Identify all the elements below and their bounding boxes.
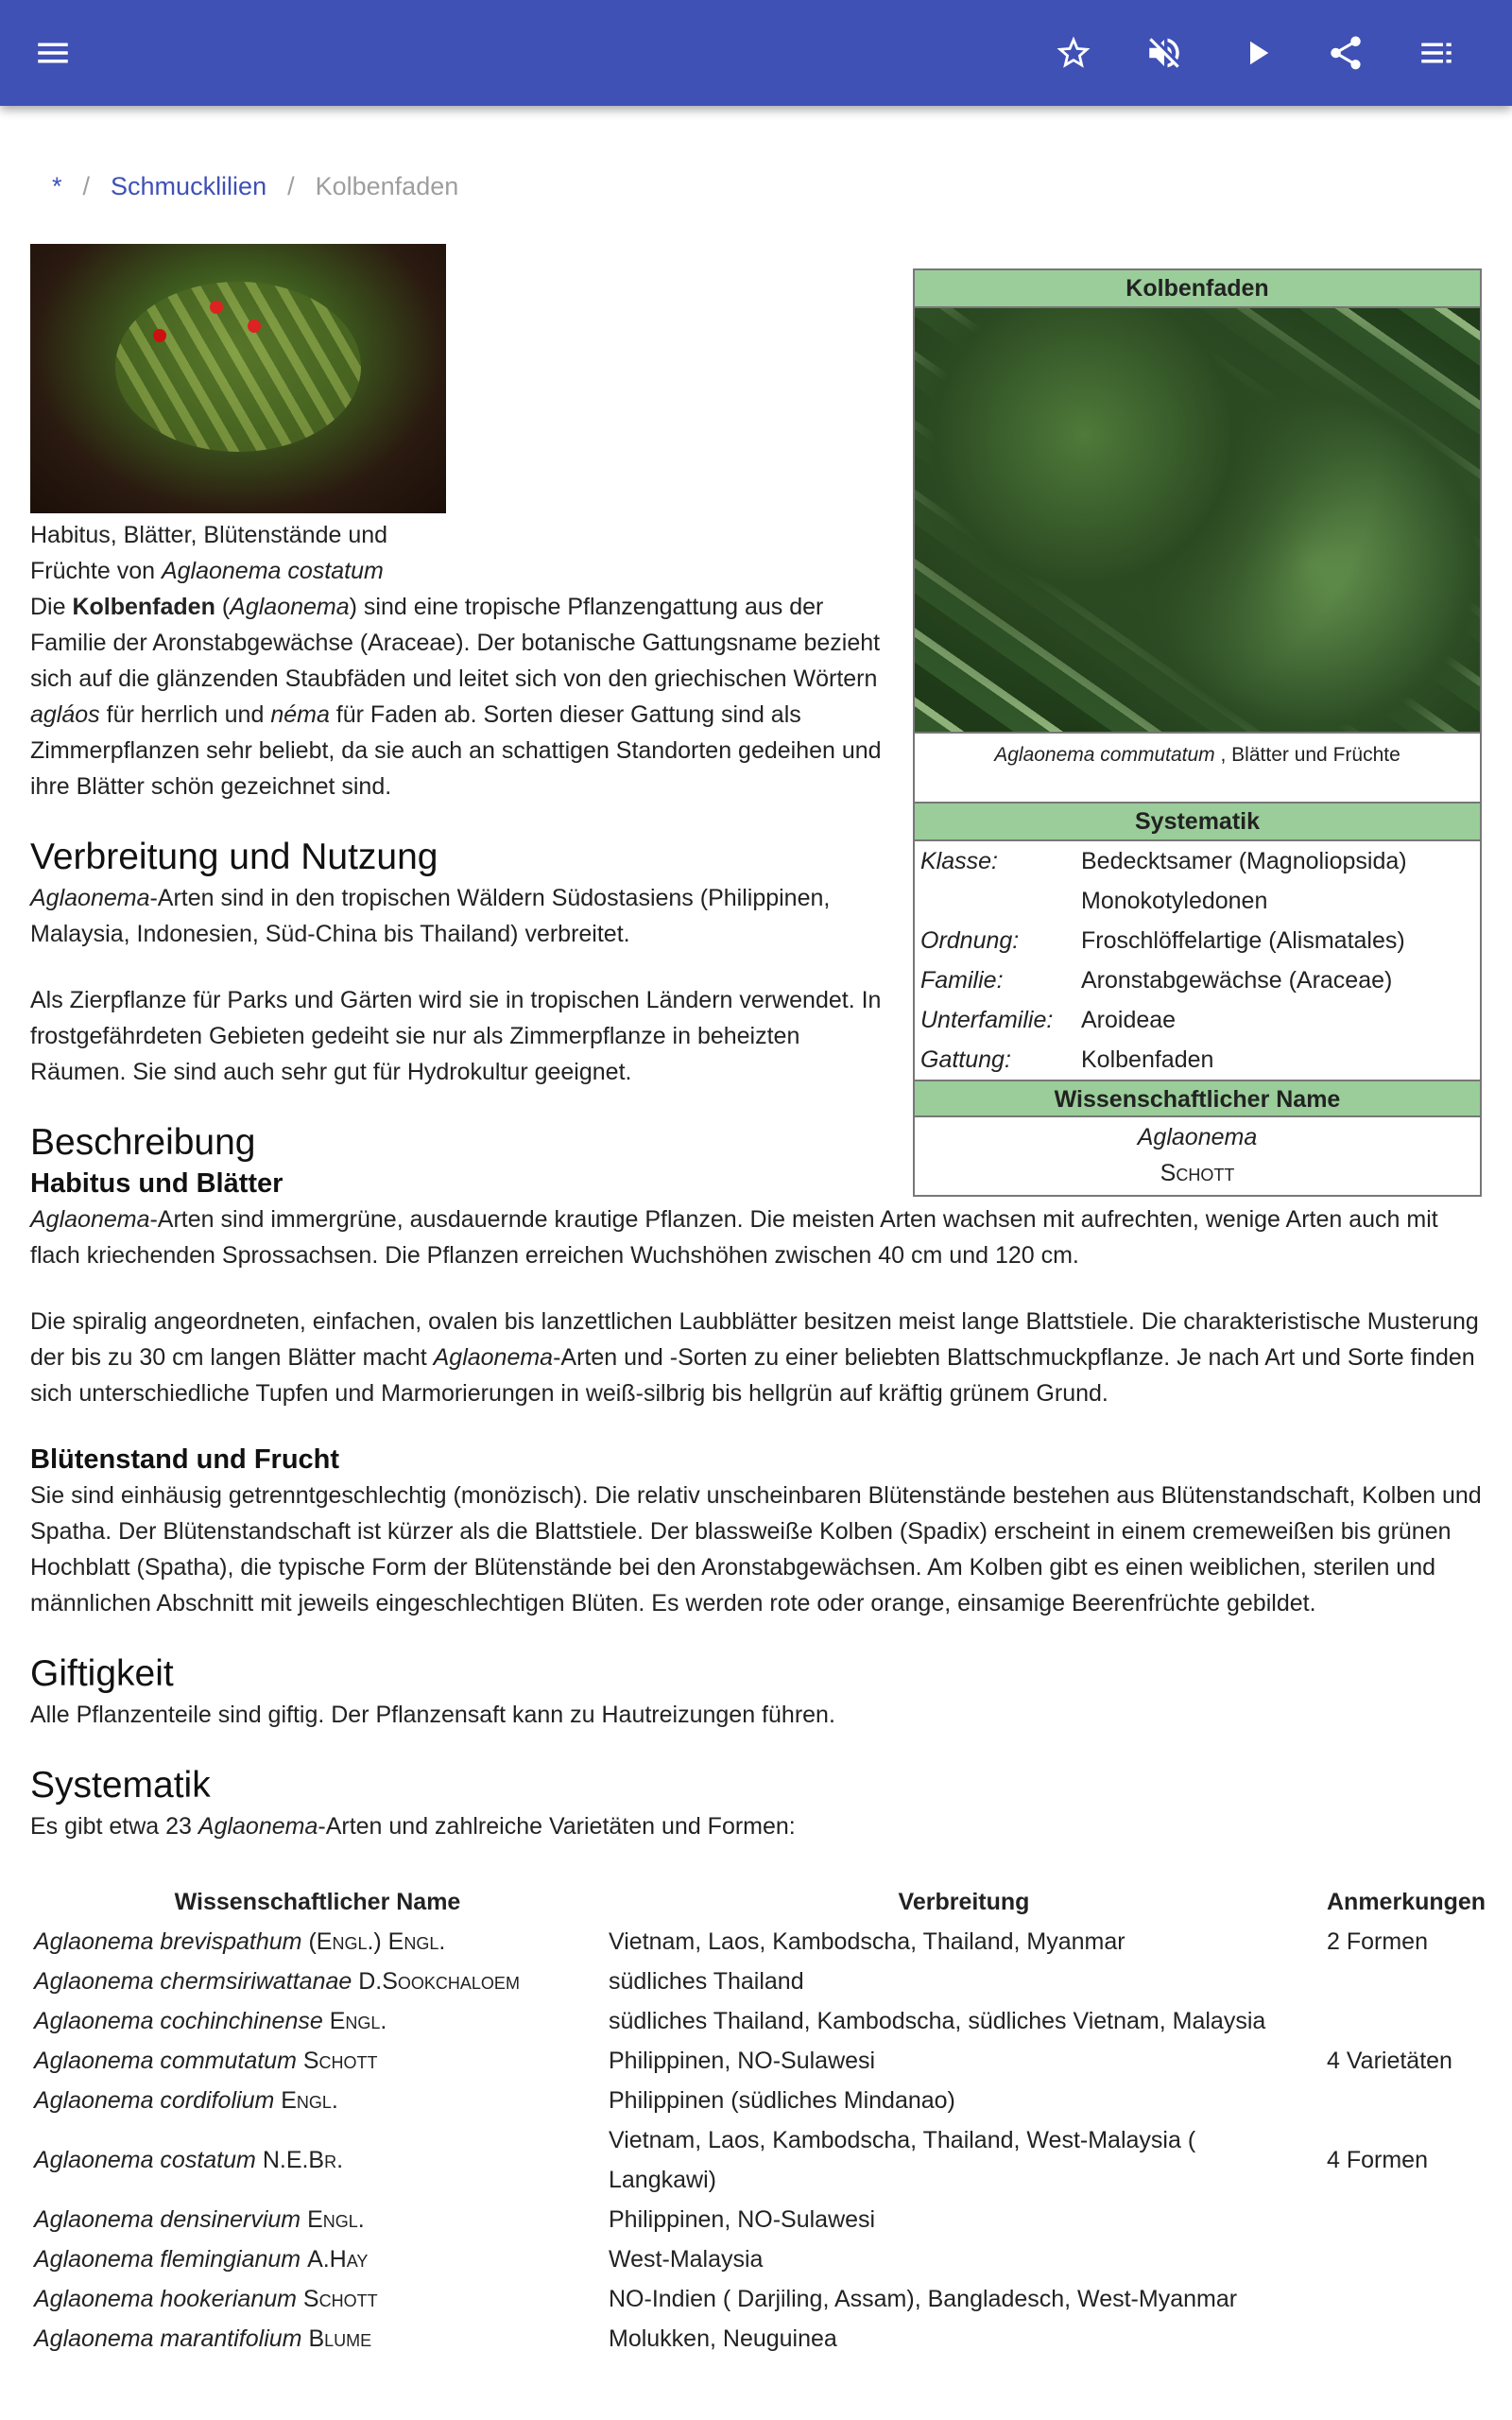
notes-cell — [1323, 2279, 1512, 2319]
table-row — [30, 2001, 1512, 2041]
rank-value[interactable]: Kolbenfaden — [1081, 1046, 1214, 1073]
notes-cell: 2 Formen — [1327, 1928, 1428, 1955]
intro-paragraph: Die Kolbenfaden (Aglaonema) sind eine tropische Pflanzengattung aus der Familie der Aronstabgewächse (Araceae). Der botanische Gattungsname bezieht sich auf die glänzenden Staubfäden und leitet sich von den griechischen Wörtern agláos für herrlich und néma für Faden ab. Sorten dieser Gattung sind als Zimmerpflanzen sehr beliebt, da sie auch an schattigen Standorten gedeihen und ihre Blätter schön gezeichnet sind. — [30, 594, 882, 800]
systematik-rows — [915, 841, 1480, 1080]
heading-habitus: Habitus und Blätter — [30, 1168, 284, 1199]
species-name-cell — [30, 2319, 605, 2359]
species-author: Schott — [302, 2048, 378, 2074]
notes-cell — [1323, 2001, 1512, 2041]
notes-cell — [1323, 2081, 1512, 2120]
rank-label: Klasse: — [920, 848, 998, 874]
rank-label: Familie: — [920, 967, 1004, 994]
breadcrumb-current: Kolbenfaden — [315, 172, 459, 200]
species-name-cell — [30, 2120, 605, 2200]
species-name-cell — [30, 2239, 605, 2279]
species-name[interactable]: Aglaonema cochinchinense — [34, 2008, 323, 2034]
breadcrumb — [52, 168, 458, 204]
share-icon[interactable] — [1323, 30, 1368, 76]
rank-label — [920, 881, 1081, 921]
table-row — [30, 1922, 1512, 1962]
rank-label: Unterfamilie: — [920, 1007, 1054, 1033]
species-name[interactable]: Aglaonema costatum — [34, 2147, 256, 2173]
column-header-name: Wissenschaftlicher Name — [174, 1889, 461, 1915]
systematik-paragraph: Es gibt etwa 23 Aglaonema-Arten und zahlreiche Varietäten und Formen: — [30, 1813, 796, 1840]
species-name[interactable]: Aglaonema hookerianum — [34, 2286, 297, 2312]
table-row — [30, 2120, 1512, 2200]
rank-label: Ordnung: — [920, 927, 1020, 954]
species-author: Engl. — [307, 2206, 365, 2233]
species-name[interactable]: Aglaonema marantifolium — [34, 2325, 302, 2352]
species-name[interactable]: Aglaonema densinervium — [34, 2206, 301, 2233]
distribution-cell: Vietnam, Laos, Kambodscha, Thailand, Myanmar — [609, 1928, 1125, 1955]
species-author: Schott — [302, 2286, 378, 2312]
systematik-row — [915, 921, 1480, 960]
table-row — [30, 2239, 1512, 2279]
table-row — [30, 2081, 1512, 2120]
infobox-title: Kolbenfaden — [915, 270, 1480, 308]
species-name[interactable]: Aglaonema cordifolium — [34, 2087, 275, 2114]
playlist-icon[interactable] — [1414, 30, 1459, 76]
species-author: (Engl.) Engl. — [308, 1928, 446, 1955]
systematik-header: Systematik — [915, 804, 1480, 841]
habitus-paragraph-1: Aglaonema-Arten sind immergrüne, ausdauernde krautige Pflanzen. Die meisten Arten wachsen mit aufrechten, wenige Arten auch mit flach kriechenden Sprossachsen. Die Pflanzen erreichen Wuchshöhen zwischen 40 cm und 120 cm. — [30, 1206, 1438, 1269]
habitus-paragraph-2: Die spiralig angeordneten, einfachen, ovalen bis lanzettlichen Laubblätter besitzen meist lange Blattstiele. Die charakteristische Musterung der bis zu 30 cm langen Blätter macht Aglaonema-Arten und -Sorten zu einer beliebten Blattschmuckpflanze. Je nach Art und Sorte finden sich unterschiedliche Tupfen und Marmorierungen in weiß-silbrig bis hellgrün auf kräftig grünem Grund. — [30, 1308, 1479, 1407]
volume-off-icon[interactable] — [1142, 30, 1187, 76]
infobox-image[interactable] — [915, 308, 1480, 734]
species-author: Engl. — [281, 2087, 338, 2114]
systematik-row — [915, 960, 1480, 1000]
distribution-cell: südliches Thailand — [609, 1968, 804, 1995]
verbreitung-paragraph-2: Als Zierpflanze für Parks und Gärten wird sie in tropischen Ländern verwendet. In frostgefährdeten Gebieten gedeiht sie nur als Zimmerpflanze in beheizten Räumen. Sie sind auch sehr gut für Hydrokultur geeignet. — [30, 987, 882, 1085]
column-header-anmerkungen: Anmerkungen — [1327, 1889, 1486, 1915]
notes-cell — [1323, 2200, 1512, 2239]
distribution-cell: südliches Thailand, Kambodscha, südliches Vietnam, Malaysia — [609, 2008, 1266, 2034]
image-caption: Habitus, Blätter, Blütenstände und Früchte von Aglaonema costatum — [30, 522, 388, 584]
heading-giftigkeit: Giftigkeit — [30, 1653, 174, 1694]
breadcrumb-schmucklilien[interactable]: Schmucklilien — [111, 172, 267, 200]
table-row — [30, 2200, 1512, 2239]
species-name-cell — [30, 1962, 605, 2001]
breadcrumb-separator: / — [287, 172, 295, 200]
breadcrumb-home[interactable]: * — [52, 172, 62, 200]
heading-beschreibung: Beschreibung — [30, 1122, 256, 1163]
table-row — [30, 1962, 1512, 2001]
systematik-row — [915, 1040, 1480, 1080]
notes-cell — [1323, 2239, 1512, 2279]
table-row — [30, 2041, 1512, 2081]
notes-cell: 4 Formen — [1327, 2147, 1428, 2173]
author-name: Schott — [1160, 1160, 1235, 1186]
notes-cell: 4 Varietäten — [1327, 2048, 1452, 2074]
rank-value[interactable]: Bedecktsamer (Magnoliopsida) — [1081, 848, 1407, 874]
star-icon[interactable] — [1051, 30, 1096, 76]
rank-value[interactable]: Froschlöffelartige (Alismatales) — [1081, 927, 1405, 954]
column-header-verbreitung: Verbreitung — [898, 1889, 1030, 1915]
distribution-cell: Molukken, Neuguinea — [609, 2325, 837, 2352]
systematik-row — [915, 841, 1480, 881]
scientific-name — [915, 1117, 1480, 1195]
article — [30, 244, 1486, 2359]
species-name[interactable]: Aglaonema chermsiriwattanae — [34, 1968, 352, 1995]
heading-bluetenstand: Blütenstand und Frucht — [30, 1444, 340, 1475]
distribution-cell: Philippinen (südliches Mindanao) — [609, 2087, 955, 2114]
distribution-cell: Philippinen, NO-Sulawesi — [609, 2206, 876, 2233]
giftigkeit-paragraph: Alle Pflanzenteile sind giftig. Der Pflanzensaft kann zu Hautreizungen führen. — [30, 1702, 835, 1728]
app-bar — [0, 0, 1512, 106]
breadcrumb-separator: / — [82, 172, 91, 200]
rank-value[interactable]: Monokotyledonen — [1081, 888, 1268, 914]
distribution-cell: NO-Indien ( Darjiling, Assam), Bangladesch, West-Myanmar — [609, 2286, 1238, 2312]
systematik-row — [915, 881, 1480, 921]
species-name-cell — [30, 2200, 605, 2239]
rank-value[interactable]: Aronstabgewächse (Araceae) — [1081, 967, 1393, 994]
species-name-cell — [30, 1922, 605, 1962]
habitus-image[interactable] — [30, 244, 446, 513]
table-row — [30, 2279, 1512, 2319]
species-name-cell — [30, 2041, 605, 2081]
notes-cell — [1323, 2319, 1512, 2359]
species-author: N.E.Br. — [262, 2147, 344, 2173]
heading-systematik: Systematik — [30, 1765, 211, 1806]
infobox — [913, 268, 1482, 1197]
species-author: Blume — [308, 2325, 372, 2352]
verbreitung-paragraph-1: Aglaonema-Arten sind in den tropischen Wäldern Südostasiens (Philippinen, Malaysia, Indonesien, Süd-China bis Thailand) verbreitet. — [30, 885, 831, 947]
caption-text: , Blätter und Früchte — [1214, 744, 1400, 766]
genus-name[interactable]: Aglaonema — [1137, 1124, 1258, 1150]
infobox-caption — [915, 734, 1480, 804]
heading-verbreitung: Verbreitung und Nutzung — [30, 837, 438, 877]
bluetenstand-paragraph: Sie sind einhäusig getrenntgeschlechtig (monözisch). Die relativ unscheinbaren Blütenstände bestehen aus Blütenstandschaft, Kolben und Spatha. Der Blütenstandschaft ist kürzer als die Blattstiele. Der blassweiße Kolben (Spadix) erscheint in einem cremeweißen bis grünen Hochblatt (Spatha), die typische Form der Blütenstände bei den Aronstabgewächsen. Am Kolben gibt es einen weiblichen, sterilen und männlichen Abschnitt mit jeweils eingeschlechtigen Blüten. Es werden rote oder orange, einsamige Beerenfrüchte gebildet. — [30, 1482, 1482, 1616]
species-name-cell — [30, 2081, 605, 2120]
distribution-cell: Philippinen, NO-Sulawesi — [609, 2048, 876, 2074]
distribution-cell: Vietnam, Laos, Kambodscha, Thailand, West-Malaysia ( Langkawi) — [609, 2127, 1196, 2193]
species-name[interactable]: Aglaonema flemingianum — [34, 2246, 301, 2273]
table-row — [30, 2319, 1512, 2359]
rank-label: Gattung: — [920, 1046, 1011, 1073]
menu-icon[interactable] — [30, 30, 76, 76]
species-author: A.Hay — [307, 2246, 369, 2273]
rank-value[interactable]: Aroideae — [1081, 1007, 1177, 1033]
species-name-cell — [30, 2001, 605, 2041]
scientific-name-header: Wissenschaftlicher Name — [915, 1080, 1480, 1117]
species-author: D.Sookchaloem — [358, 1968, 520, 1995]
species-name-cell — [30, 2279, 605, 2319]
species-table — [30, 1882, 1512, 2359]
species-name[interactable]: Aglaonema brevispathum — [34, 1928, 302, 1955]
distribution-cell: West-Malaysia — [609, 2246, 764, 2273]
systematik-row — [915, 1000, 1480, 1040]
species-author: Engl. — [329, 2008, 387, 2034]
notes-cell — [1323, 1962, 1512, 2001]
caption-species: Aglaonema commutatum — [994, 744, 1215, 766]
species-name[interactable]: Aglaonema commutatum — [34, 2048, 297, 2074]
play-icon[interactable] — [1234, 30, 1280, 76]
